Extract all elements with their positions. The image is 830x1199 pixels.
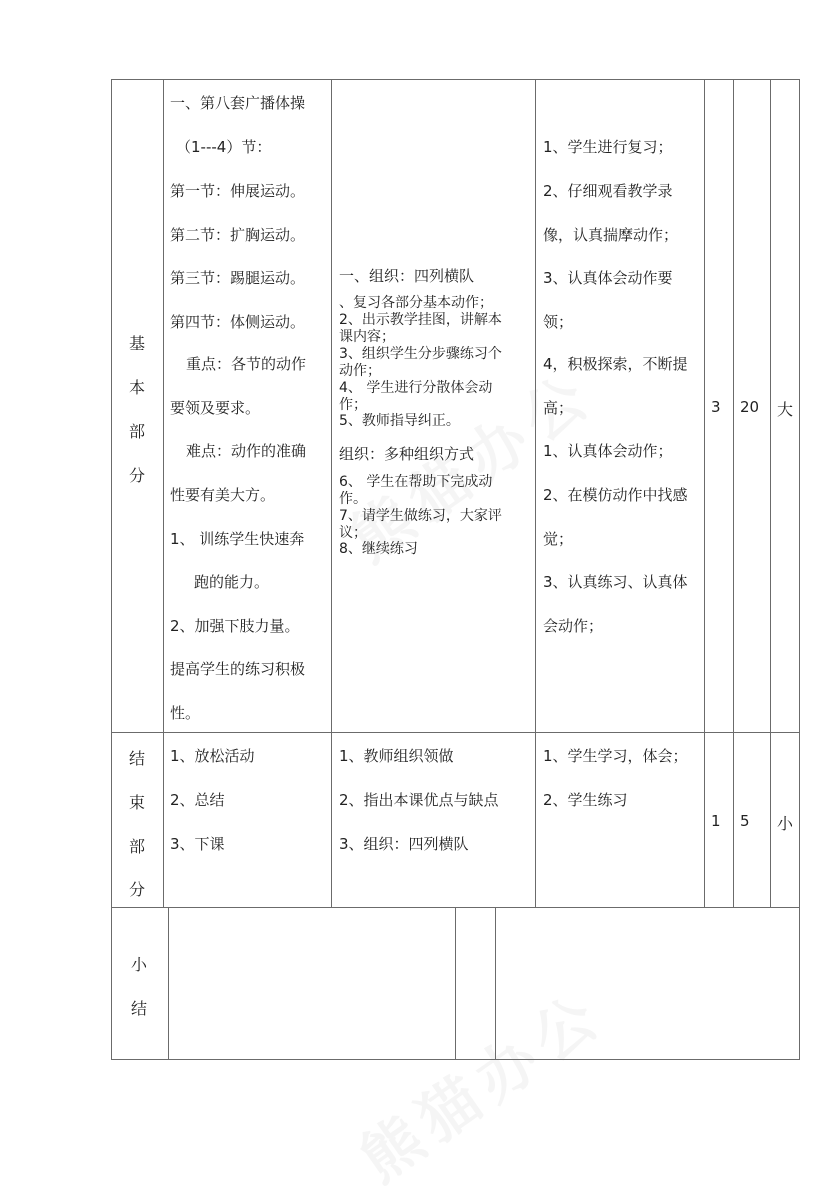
teacher-line: 一、组织：四列横队 <box>339 267 475 285</box>
basic-intensity: 大 <box>777 400 794 419</box>
end-times: 1 <box>711 812 721 830</box>
student-line: 2、在模仿动作中找感 <box>543 486 688 504</box>
content-line: 性要有美大方。 <box>170 486 276 504</box>
student-line: 高； <box>543 399 574 417</box>
section-label-char: 部 <box>129 422 146 441</box>
basic-times: 3 <box>711 398 721 416</box>
content-line: 第四节：体侧运动。 <box>170 313 306 331</box>
teacher-line: 3、组织：四列横队 <box>339 835 469 853</box>
student-line: 觉； <box>543 530 574 548</box>
teacher-line: 2、指出本课优点与缺点 <box>339 791 499 809</box>
teacher-line: 作。 <box>339 491 367 507</box>
section-label-char: 结 <box>131 999 148 1018</box>
teacher-line: 、复习各部分基本动作； <box>339 295 493 311</box>
content-line: （1---4）节： <box>176 138 272 156</box>
content-line: 要领及要求。 <box>170 399 261 417</box>
content-line: 跑的能力。 <box>194 573 270 591</box>
teacher-line: 2、出示教学挂图，讲解本 <box>339 312 502 328</box>
student-line: 4，积极探索，不断提 <box>543 355 688 373</box>
teacher-line: 1、教师组织领做 <box>339 747 454 765</box>
student-line: 1、学生进行复习； <box>543 138 673 156</box>
content-line: 性。 <box>170 704 201 722</box>
student-line: 3、认真体会动作要 <box>543 269 673 287</box>
end-minutes: 5 <box>740 812 750 830</box>
section-label-char: 部 <box>129 837 146 856</box>
teacher-line: 4、 学生进行分散体会动 <box>339 380 493 396</box>
teacher-line: 8、继续练习 <box>339 541 418 557</box>
student-line: 像，认真揣摩动作； <box>543 226 679 244</box>
section-label-char: 小 <box>131 955 148 974</box>
content-line: 一、第八套广播体操 <box>170 94 306 112</box>
section-label-char: 分 <box>129 466 146 485</box>
student-line: 2、学生练习 <box>543 791 628 809</box>
student-line: 3、认真练习、认真体 <box>543 573 688 591</box>
content-line: 第二节：扩胸运动。 <box>170 226 306 244</box>
content-line: 重点：各节的动作 <box>186 355 307 373</box>
teacher-line: 6、 学生在帮助下完成动 <box>339 474 493 490</box>
section-label-char: 分 <box>129 880 146 899</box>
section-label-char: 基 <box>129 334 146 353</box>
content-line: 提高学生的练习积极 <box>170 660 306 678</box>
content-line: 3、下课 <box>170 835 225 853</box>
teacher-line: 组织：多种组织方式 <box>339 445 475 463</box>
teacher-line: 动作； <box>339 363 381 379</box>
content-line: 1、 训练学生快速奔 <box>170 530 305 548</box>
section-label-char: 束 <box>129 793 146 812</box>
student-line: 1、学生学习，体会； <box>543 747 688 765</box>
watermark <box>341 967 620 1198</box>
content-line: 2、加强下肢力量。 <box>170 617 300 635</box>
section-label-char: 结 <box>129 749 146 768</box>
student-line: 会动作； <box>543 617 604 635</box>
teacher-line: 议； <box>339 525 367 541</box>
teacher-line: 作； <box>339 397 367 413</box>
basic-minutes: 20 <box>740 398 760 416</box>
section-label-char: 本 <box>129 378 146 397</box>
student-line: 2、仔细观看教学录 <box>543 182 673 200</box>
teacher-line: 7、请学生做练习，大家评 <box>339 508 502 524</box>
teacher-line: 课内容； <box>339 329 395 345</box>
content-line: 第三节：踢腿运动。 <box>170 269 306 287</box>
end-intensity: 小 <box>777 814 794 833</box>
content-line: 2、总结 <box>170 791 225 809</box>
teacher-line: 3、组织学生分步骤练习个 <box>339 346 502 362</box>
student-line: 1、认真体会动作； <box>543 442 673 460</box>
content-line: 1、放松活动 <box>170 747 255 765</box>
student-line: 领； <box>543 313 574 331</box>
content-line: 难点：动作的准确 <box>186 442 307 460</box>
teacher-line: 5、教师指导纠正。 <box>339 413 460 429</box>
content-line: 第一节：伸展运动。 <box>170 182 306 200</box>
